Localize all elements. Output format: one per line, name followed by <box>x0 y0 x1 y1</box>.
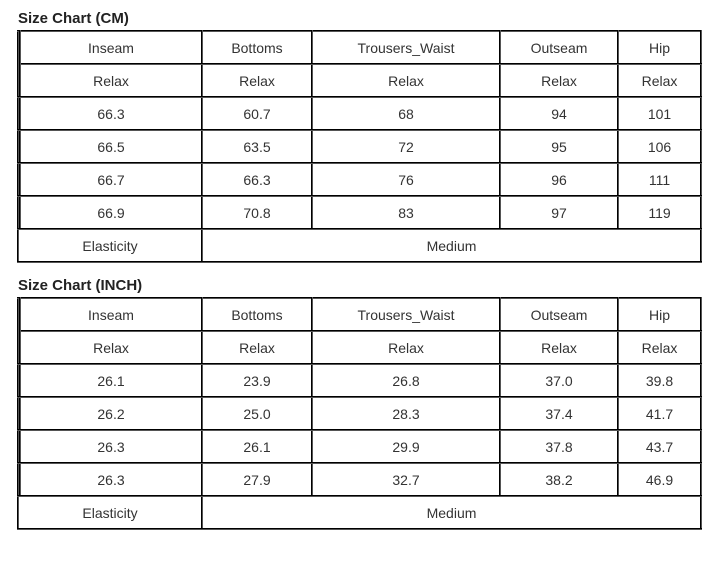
hip-header: Hip <box>618 298 701 331</box>
fit-cell: Relax <box>20 331 202 364</box>
elasticity-row <box>18 229 701 262</box>
value-cell: 83 <box>312 196 500 229</box>
elasticity-value: Medium <box>202 496 701 529</box>
size-chart-inch-table <box>17 297 702 530</box>
outseam-header: Outseam <box>500 298 618 331</box>
value-cell: 96 <box>500 163 618 196</box>
table-row <box>18 130 701 163</box>
value-cell: 37.8 <box>500 430 618 463</box>
value-cell: 46.9 <box>618 463 701 496</box>
fit-cell: Relax <box>312 64 500 97</box>
value-cell: 39.8 <box>618 364 701 397</box>
fit-cell: Relax <box>500 64 618 97</box>
table-row <box>18 463 701 496</box>
fit-row <box>18 64 701 97</box>
value-cell: 111 <box>618 163 701 196</box>
value-cell: 26.3 <box>20 430 202 463</box>
fit-cell: Relax <box>312 331 500 364</box>
fit-cell: Relax <box>20 64 202 97</box>
table-row <box>18 364 701 397</box>
fit-cell: Relax <box>500 331 618 364</box>
value-cell: 28.3 <box>312 397 500 430</box>
value-cell: 32.7 <box>312 463 500 496</box>
value-cell: 97 <box>500 196 618 229</box>
value-cell: 27.9 <box>202 463 312 496</box>
bottoms-header: Bottoms <box>202 298 312 331</box>
value-cell: 66.9 <box>20 196 202 229</box>
inseam-header: Inseam <box>20 298 202 331</box>
value-cell: 95 <box>500 130 618 163</box>
header-row <box>18 298 701 331</box>
value-cell: 43.7 <box>618 430 701 463</box>
value-cell: 66.3 <box>20 97 202 130</box>
value-cell: 29.9 <box>312 430 500 463</box>
value-cell: 119 <box>618 196 701 229</box>
trousers-waist-header: Trousers_Waist <box>312 298 500 331</box>
table-row <box>18 196 701 229</box>
table-row <box>18 430 701 463</box>
value-cell: 76 <box>312 163 500 196</box>
table-row <box>18 97 701 130</box>
header-row <box>18 31 701 64</box>
size-chart-cm-table <box>17 30 702 263</box>
elasticity-label: Elasticity <box>18 496 202 529</box>
elasticity-label: Elasticity <box>18 229 202 262</box>
value-cell: 70.8 <box>202 196 312 229</box>
value-cell: 60.7 <box>202 97 312 130</box>
hip-header: Hip <box>618 31 701 64</box>
value-cell: 38.2 <box>500 463 618 496</box>
fit-cell: Relax <box>618 64 701 97</box>
value-cell: 37.4 <box>500 397 618 430</box>
fit-cell: Relax <box>202 331 312 364</box>
value-cell: 41.7 <box>618 397 701 430</box>
fit-cell: Relax <box>618 331 701 364</box>
table-row <box>18 397 701 430</box>
value-cell: 26.1 <box>20 364 202 397</box>
table-row <box>18 163 701 196</box>
value-cell: 66.5 <box>20 130 202 163</box>
value-cell: 26.2 <box>20 397 202 430</box>
value-cell: 68 <box>312 97 500 130</box>
fit-row <box>18 331 701 364</box>
trousers-waist-header: Trousers_Waist <box>312 31 500 64</box>
fit-cell: Relax <box>202 64 312 97</box>
value-cell: 63.5 <box>202 130 312 163</box>
value-cell: 26.1 <box>202 430 312 463</box>
size-chart-cm-title: Size Chart (CM) <box>18 10 129 27</box>
value-cell: 66.7 <box>20 163 202 196</box>
elasticity-value: Medium <box>202 229 701 262</box>
outseam-header: Outseam <box>500 31 618 64</box>
size-chart-inch-title: Size Chart (INCH) <box>18 277 143 294</box>
value-cell: 26.8 <box>312 364 500 397</box>
value-cell: 25.0 <box>202 397 312 430</box>
value-cell: 26.3 <box>20 463 202 496</box>
elasticity-row <box>18 496 701 529</box>
value-cell: 106 <box>618 130 701 163</box>
value-cell: 37.0 <box>500 364 618 397</box>
inseam-header: Inseam <box>20 31 202 64</box>
bottoms-header: Bottoms <box>202 31 312 64</box>
value-cell: 23.9 <box>202 364 312 397</box>
value-cell: 94 <box>500 97 618 130</box>
value-cell: 101 <box>618 97 701 130</box>
value-cell: 66.3 <box>202 163 312 196</box>
value-cell: 72 <box>312 130 500 163</box>
